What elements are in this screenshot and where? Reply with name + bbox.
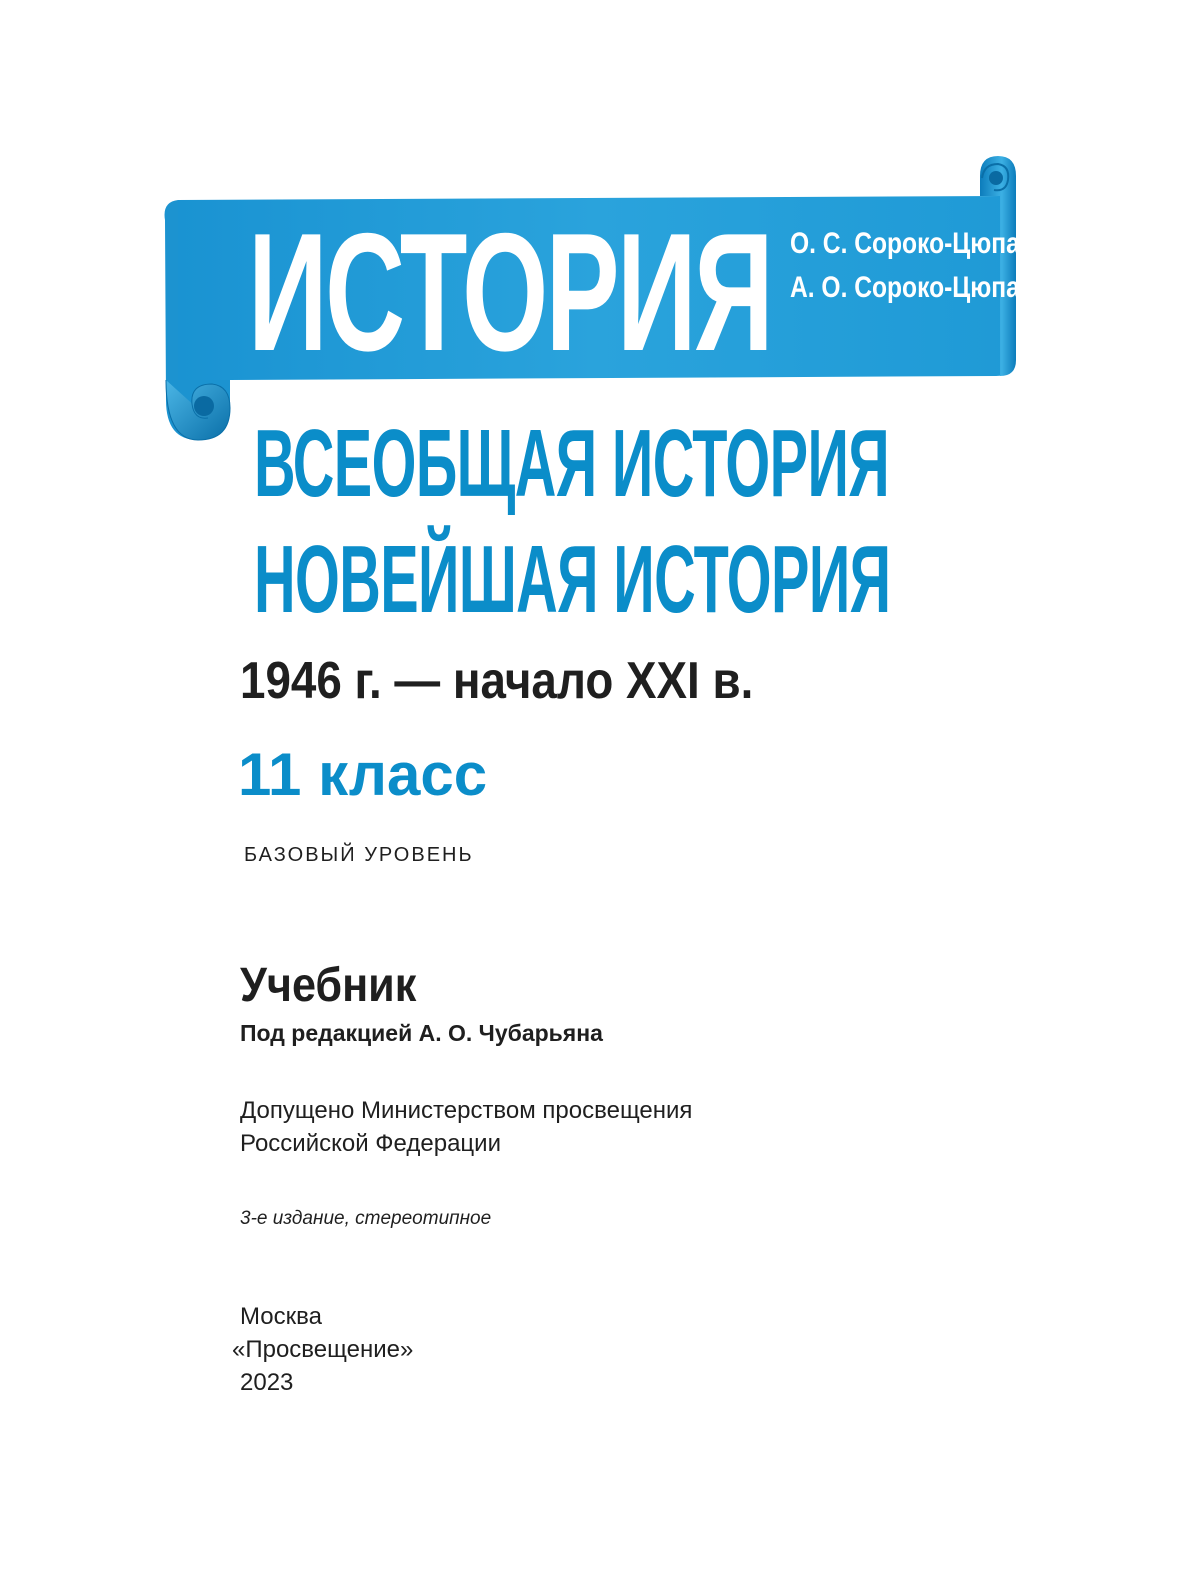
approval-line-2: Российской Федерации [240,1130,501,1157]
imprint-publisher: «Просвещение» [232,1336,414,1363]
author-2: А. О. Сороко-Цюпа [790,271,1020,304]
title-ribbon-banner [0,0,1200,460]
level-label: БАЗОВЫЙ УРОВЕНЬ [244,844,474,866]
edition-note: 3-е издание, стереотипное [240,1208,492,1229]
imprint-city: Москва [240,1303,322,1330]
approval-notice [240,1094,692,1160]
grade-heading: 11 класс [238,741,488,808]
period-heading: 1946 г. — начало XXI в. [240,652,754,710]
imprint [232,1300,413,1399]
book-type-heading: Учебник [240,959,417,1012]
approval-line-1: Допущено Министерством просвещения [240,1097,693,1124]
author-1: О. С. Сороко-Цюпа [790,227,1020,260]
authors [790,222,1020,310]
main-title: ИСТОРИЯ [248,198,772,386]
subtitle-general-history: ВСЕОБЩАЯ ИСТОРИЯ [254,410,890,517]
editor-line: Под редакцией А. О. Чубарьяна [240,1020,603,1046]
subtitle-modern-history: НОВЕЙШАЯ ИСТОРИЯ [254,526,891,633]
imprint-year: 2023 [240,1369,294,1396]
